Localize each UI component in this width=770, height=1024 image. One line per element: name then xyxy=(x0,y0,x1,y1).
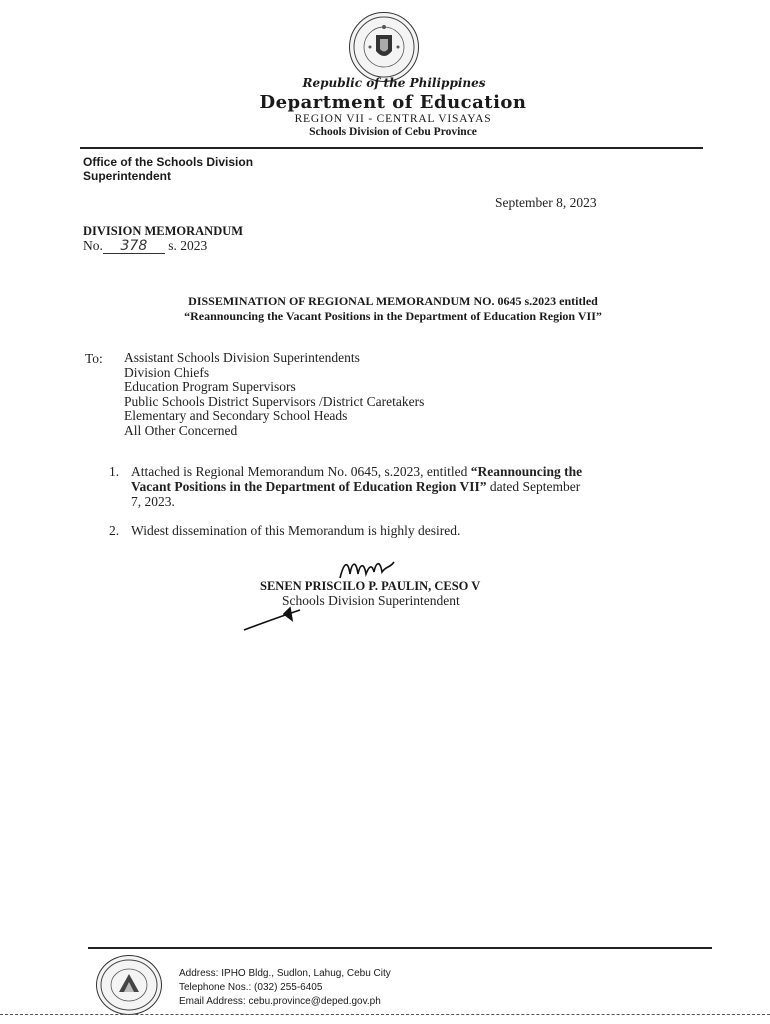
subject-line-1: DISSEMINATION OF REGIONAL MEMORANDUM NO. 0645 s.2023 entitled xyxy=(188,294,598,308)
signatory-name: SENEN PRISCILO P. PAULIN, CESO V xyxy=(260,579,481,593)
office-line-2: Superintendent xyxy=(83,169,172,183)
item-1-line-3: 7, 2023. xyxy=(131,494,175,509)
division-seal-logo xyxy=(96,955,162,1015)
signature-flourish xyxy=(240,604,310,634)
seal-emblem-icon xyxy=(350,13,418,81)
memo-no-handwritten: 378 xyxy=(103,240,165,254)
memo-date: September 8, 2023 xyxy=(495,195,597,210)
item-1-number: 1. xyxy=(109,464,120,479)
memo-number-line xyxy=(83,238,207,254)
item-2-text: Widest dissemination of this Memorandum is highly desired. xyxy=(131,523,461,538)
item-1-bold-a: “Reannouncing the xyxy=(470,464,583,479)
recipient-item: Public Schools District Supervisors /District Caretakers xyxy=(124,393,425,409)
item-2-number: 2. xyxy=(109,523,120,538)
recipient-item: Elementary and Secondary School Heads xyxy=(124,408,348,423)
department-name: Department of Education xyxy=(259,92,527,113)
bottom-scan-edge xyxy=(0,1014,770,1015)
deped-seal-logo xyxy=(349,12,419,82)
division-emblem-icon xyxy=(97,956,161,1014)
subject-line-2: “Reannouncing the Vacant Positions in the Department of Education Region VII” xyxy=(184,309,602,323)
to-label: To: xyxy=(85,351,103,366)
item-1-text-b: dated September xyxy=(486,479,581,494)
footer-divider xyxy=(88,947,712,949)
item-1-text-a: Attached is Regional Memorandum No. 0645, s.2023, entitled xyxy=(131,464,471,479)
recipient-item: Assistant Schools Division Superintendents xyxy=(124,350,360,365)
signatory-title: Schools Division Superintendent xyxy=(282,593,460,608)
recipient-item: Education Program Supervisors xyxy=(124,379,296,394)
footer-email: Email Address: cebu.province@deped.gov.ph xyxy=(179,996,381,1007)
memo-label: DIVISION MEMORANDUM xyxy=(83,224,244,238)
region-line: REGION VII - CENTRAL VISAYAS xyxy=(294,113,492,125)
footer-address: Address: IPHO Bldg., Sudlon, Lahug, Cebu City xyxy=(179,968,391,979)
recipient-item: Division Chiefs xyxy=(124,364,210,380)
division-line: Schools Division of Cebu Province xyxy=(309,126,477,138)
item-1-text xyxy=(131,464,711,509)
recipient-list xyxy=(124,351,424,438)
office-line-1: Office of the Schools Division xyxy=(83,155,254,169)
header-divider xyxy=(80,147,703,149)
item-1-line-1 xyxy=(131,464,711,479)
footer-telephone: Telephone Nos.: (032) 255-6405 xyxy=(179,982,323,993)
republic-line: Republic of the Philippines xyxy=(302,76,486,90)
item-1-bold-b: Vacant Positions in the Department of Education Region VII” xyxy=(131,479,487,494)
recipient-item: All Other Concerned xyxy=(124,422,238,438)
memo-no-prefix: No. xyxy=(83,238,103,253)
item-1-line-2 xyxy=(131,479,711,494)
memo-series: s. 2023 xyxy=(168,238,208,253)
